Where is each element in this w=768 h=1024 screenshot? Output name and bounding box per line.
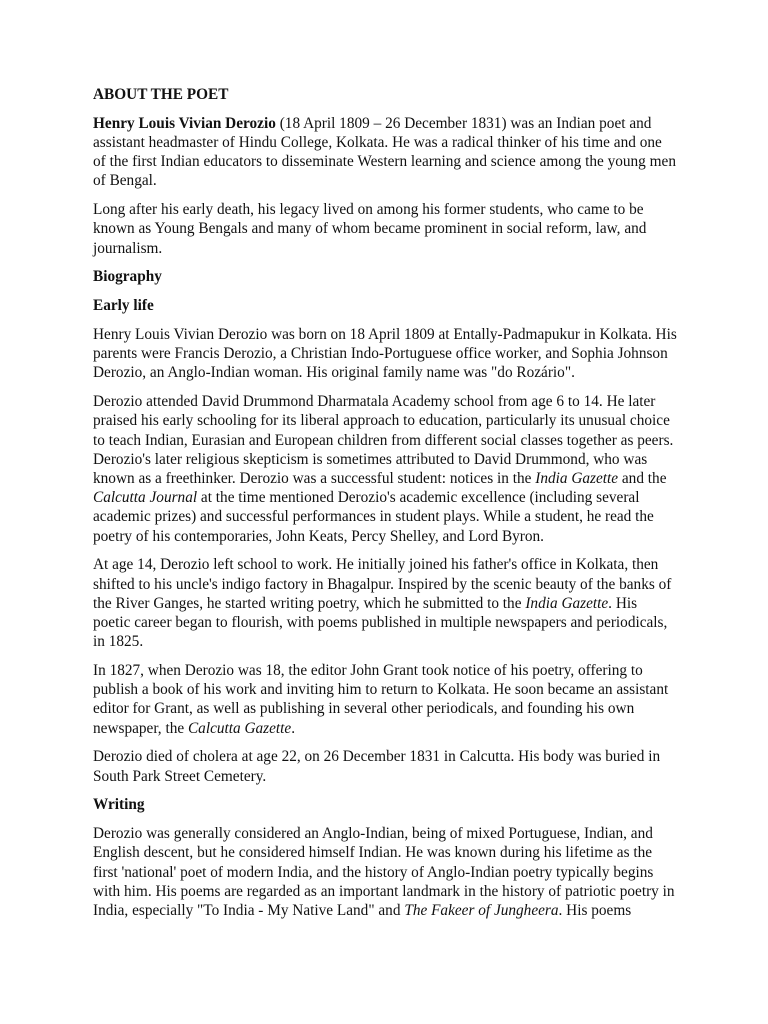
text-run: and the bbox=[618, 470, 667, 488]
legacy-paragraph: Long after his early death, his legacy lived on among his former students, who came to be known as Young Bengals and many of whom became prominent in social reform, law, and journalism. bbox=[93, 201, 647, 257]
poet-name: Henry Louis Vivian Derozio bbox=[93, 114, 276, 132]
biography-heading: Biography bbox=[93, 268, 162, 286]
text-run: . His poetic career began to flourish, with poems published in multiple newspapers and periodicals, in 1825. bbox=[93, 594, 668, 651]
early-life-heading: Early life bbox=[93, 297, 154, 315]
text-run: At age 14, Derozio left school to work. He initially joined his father's office in Kolkata, then shifted to his uncle's indigo factory in Bhagalpur. Inspired by the scenic beauty of the banks of the River Ganges, he started writing poetry, which he submitted to the bbox=[93, 556, 672, 612]
text-run: . His poems bbox=[558, 902, 632, 920]
early-life-paragraph-4 bbox=[93, 661, 678, 738]
text-run: Derozio was generally considered an Anglo-Indian, being of mixed Portuguese, Indian, and English descent, but he considered himself Indian. He was known during his lifetime as the first 'national' poet of modern India, and the history of Anglo-Indian poetry typically begins with him. His poems are regarded as an important landmark in the history of patriotic poetry in India, especially "To India - My Native Land" and bbox=[93, 825, 675, 920]
intro-paragraph bbox=[93, 114, 678, 191]
text-run: . bbox=[291, 719, 296, 737]
text-run: In 1827, when Derozio was 18, the editor John Grant took notice of his poetry, offering to publish a book of his work and inviting him to return to Kolkata. He soon became an assistant editor for Grant, as well as publishing in several other periodicals, and founding his own newspaper, the bbox=[93, 662, 669, 737]
text-run: Derozio attended David Drummond Dharmatala Academy school from age 6 to 14. He later praised his early schooling for its liberal approach to education, particularly its unusual choice to teach Indian, Eurasian and European children from different social classes together as peers. Derozio's later religious skepticism is sometimes attributed to David Drummond, who was known as a freethinker. Derozio was a successful student: notices in the bbox=[93, 393, 674, 488]
early-life-paragraph-3 bbox=[93, 555, 678, 651]
italic-title: India Gazette bbox=[535, 470, 619, 488]
page-title: ABOUT THE POET bbox=[93, 86, 229, 103]
early-life-paragraph-1: Henry Louis Vivian Derozio was born on 18 April 1809 at Entally-Padmapukur in Kolkata. His parents were Francis Derozio, a Christian Indo-Portuguese office worker, and Sophia Johnson Derozio, an Anglo-Indian woman. His original family name was "do Rozário". bbox=[93, 326, 677, 382]
document-page bbox=[93, 85, 678, 930]
early-life-paragraph-5: Derozio died of cholera at age 22, on 26 December 1831 in Calcutta. His body was buried in South Park Street Cemetery. bbox=[93, 748, 661, 785]
italic-title: Calcutta Journal bbox=[93, 489, 198, 507]
text-run: at the time mentioned Derozio's academic excellence (including several academic prizes) and successful performances in student plays. While a student, he read the poetry of his contemporaries, John Keats, Percy Shelley, and Lord Byron. bbox=[93, 489, 654, 545]
writing-heading: Writing bbox=[93, 796, 145, 814]
writing-paragraph-1 bbox=[93, 824, 678, 920]
italic-title: India Gazette bbox=[525, 594, 609, 612]
early-life-paragraph-2 bbox=[93, 392, 678, 546]
italic-title: The Fakeer of Jungheera bbox=[404, 902, 559, 920]
italic-title: Calcutta Gazette bbox=[187, 719, 292, 737]
intro-text: (18 April 1809 – 26 December 1831) was an Indian poet and assistant headmaster of Hindu College, Kolkata. He was a radical thinker of his time and one of the first Indian educators to disseminate Western learning and science among the young men of Bengal. bbox=[93, 114, 676, 190]
